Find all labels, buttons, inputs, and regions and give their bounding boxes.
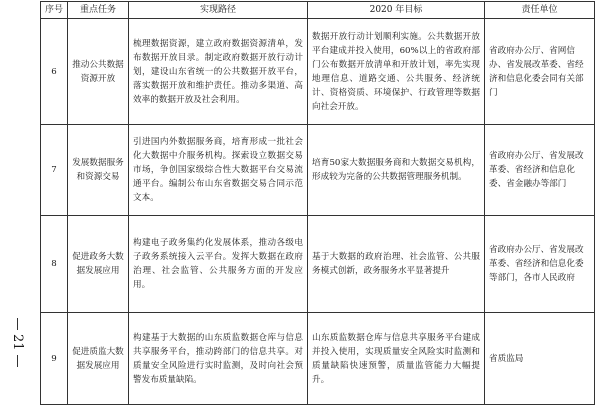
- table-header-row: [41, 2, 595, 19]
- table-row: [41, 216, 595, 313]
- cell-path: 梳理数据资源，建立政府数据资源清单，发布数据开放目录。制定政府数据开放行动计划，建设山东省统一的公共数据开放平台，落实数据开放和维护责任。推动多渠道、高效率的数据开放及社会利用。: [129, 19, 308, 125]
- cell-no: 6: [41, 19, 68, 125]
- cell-goal: 基于大数据的政府治理、社会监管、公共服务模式创新，政务服务水平显著提升: [308, 216, 485, 313]
- cell-goal: 数据开放行动计划顺利实施。公共数据开放平台建成并投入使用，60%以上的省政府部门公布数据开放清单和开放计划，率先实现地理信息、道路交通、公共服务、经济统计、资格资质、环境保护、行政管理等数据向社会开放。: [308, 19, 485, 125]
- task-table: [40, 1, 595, 405]
- cell-no: 7: [41, 125, 68, 216]
- cell-goal: 山东质监数据仓库与信息共享服务平台建成并投入使用，实现质量安全风险实时监测和质量缺陷快速预警，质量监管能力大幅提升。: [308, 313, 485, 405]
- header-unit: 责任单位: [485, 2, 595, 19]
- cell-task: 发展数据服务和资源交易: [68, 125, 129, 216]
- cell-unit: 省政府办公厅、省发展改革委、省经济和信息化委、省金融办等部门: [485, 125, 595, 216]
- cell-path: 引进国内外数据服务商，培育形成一批社会化大数据中介服务机构。探索设立数据交易市场，争创国家级综合性大数据平台交易流通平台。编制公布山东省数据交易合同示范文本。: [129, 125, 308, 216]
- table-row: [41, 313, 595, 405]
- page-number-text: 21: [10, 334, 25, 351]
- cell-task: 推动公共数据资源开放: [68, 19, 129, 125]
- header-path: 实现路径: [129, 2, 308, 19]
- cell-path: 构建电子政务集约化发展体系，推动各级电子政务系统接入云平台。发挥大数据在政府治理、社会监管、公共服务方面的开发应用。: [129, 216, 308, 313]
- cell-no: 8: [41, 216, 68, 313]
- table-row: [41, 19, 595, 125]
- table-row: [41, 125, 595, 216]
- cell-unit: 省质监局: [485, 313, 595, 405]
- cell-unit: 省政府办公厅、省发展改革委、省经济和信息化委等部门，各市人民政府: [485, 216, 595, 313]
- cell-no: 9: [41, 313, 68, 405]
- header-no: 序号: [41, 2, 68, 19]
- header-task: 重点任务: [68, 2, 129, 19]
- cell-task: 促进政务大数据发展应用: [68, 216, 129, 313]
- header-goal: 2020 年目标: [308, 2, 485, 19]
- page-number: [6, 318, 28, 408]
- cell-unit: 省政府办公厅、省网信办、省发展改革委、省经济和信息化委会同有关部门: [485, 19, 595, 125]
- cell-goal: 培育50家大数据服务商和大数据交易机构，形成较为完备的公共数据管理服务机制。: [308, 125, 485, 216]
- cell-task: 促进质监大数据发展应用: [68, 313, 129, 405]
- cell-path: 构建基于大数据的山东质监数据仓库与信息共享服务平台，推动跨部门的信息共享。对质量安全风险进行实时监测，及时向社会预警发布质量缺陷。: [129, 313, 308, 405]
